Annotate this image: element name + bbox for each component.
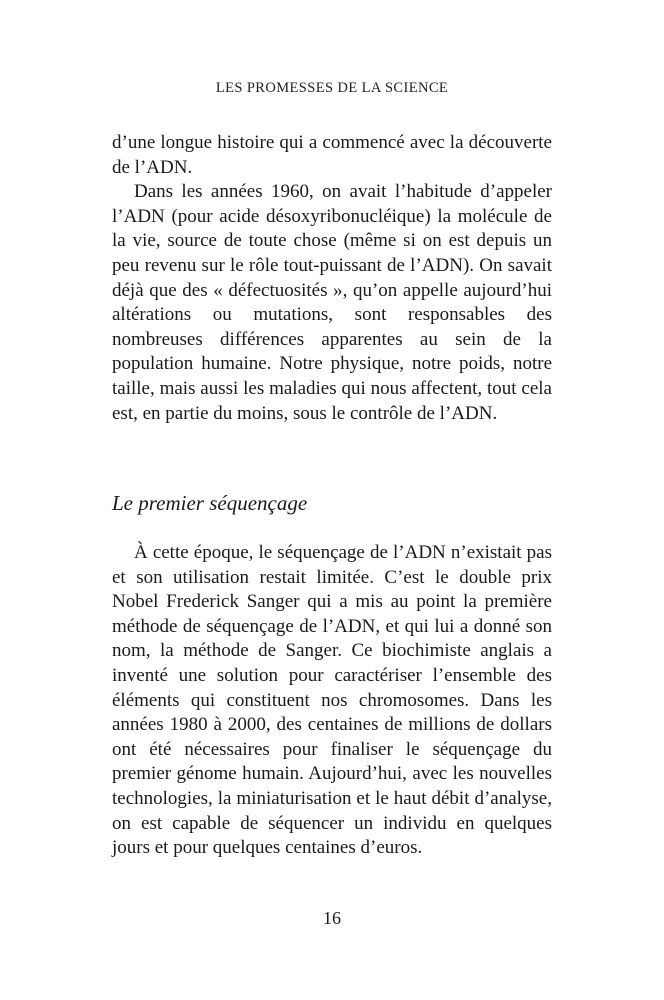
- text-block-intro: [112, 131, 552, 426]
- text-block-sequencing: [112, 541, 552, 861]
- running-head: LES PROMESSES DE LA SCIENCE: [215, 80, 449, 96]
- paragraph-continuation: d’une longue histoire qui a commencé avec la découverte de l’ADN.: [112, 132, 552, 178]
- section-heading: Le premier séquençage: [112, 491, 308, 515]
- page-number: 16: [323, 908, 341, 928]
- paragraph-sanger: À cette époque, le séquençage de l’ADN n’existait pas et son utilisation restait limitée. C’est le double prix Nobel Frederick Sanger qui a mis au point la première méthode de séquençage de l’ADN, et qui lui a donné son nom, la méthode de Sanger. Ce biochimiste anglais a inventé une solution pour caractériser l’ensemble des éléments qui constituent nos chromosomes. Dans les années 1980 à 2000, des centaines de millions de dollars ont été nécessaires pour finaliser le séquençage du premier génome humain. Aujourd’hui, avec les nouvelles technologies, la miniaturisation et le haut débit d’analyse, on est capable de séquencer un individu en quelques jours et pour quelques centaines d’euros.: [112, 542, 552, 859]
- paragraph-adn-molecule: Dans les années 1960, on avait l’habitude d’appeler l’ADN (pour acide désoxyribonucléique) la molécule de la vie, source de toute chose (même si on est depuis un peu revenu sur le rôle tout-puissant de l’ADN). On savait déjà que des « défectuosités », qu’on appelle aujourd’hui altérations ou mutations, sont responsables des nombreuses différences apparentes au sein de la population humaine. Notre physique, notre poids, notre taille, mais aussi les maladies qui nous affectent, tout cela est, en partie du moins, sous le contrôle de l’ADN.: [112, 181, 552, 424]
